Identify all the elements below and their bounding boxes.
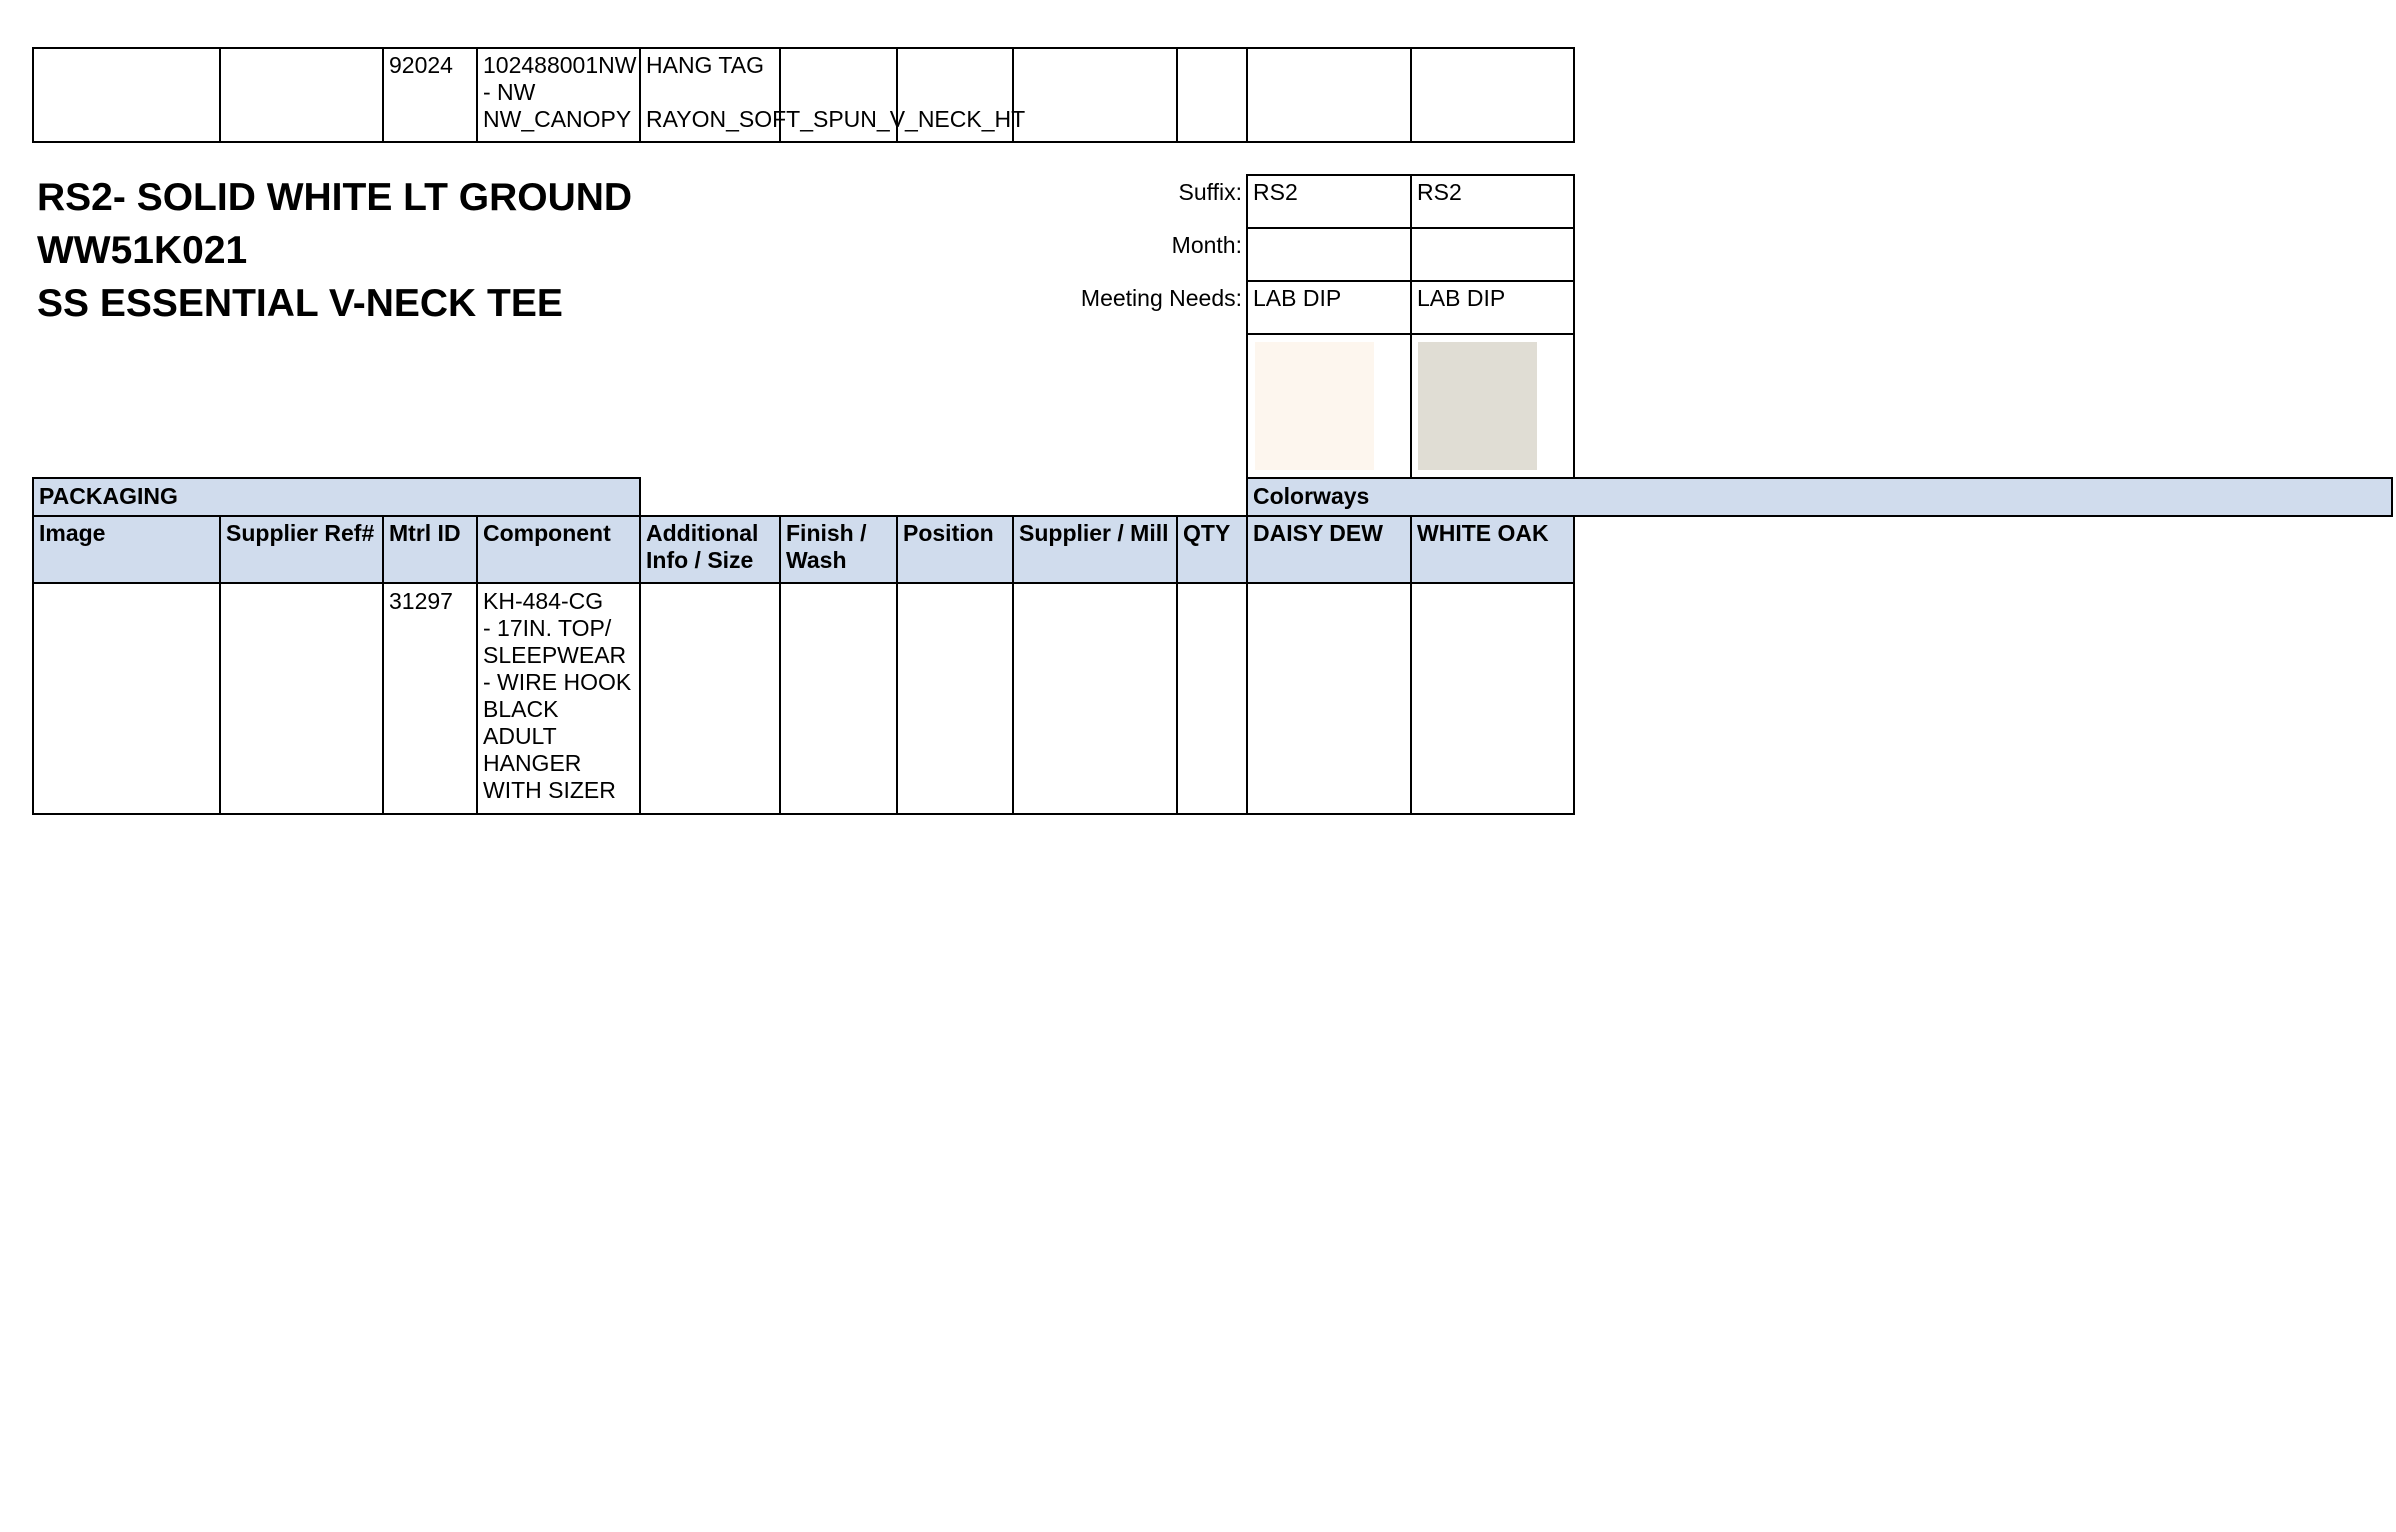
- col-qty: QTY: [1176, 515, 1248, 584]
- suffix-label: Suffix:: [1178, 179, 1242, 205]
- packaging-section-label: PACKAGING: [32, 477, 641, 517]
- row-additional-info-cell: [639, 582, 781, 815]
- top-supplier-ref-cell: [219, 47, 384, 143]
- row-component-cell: KH-484-CG - 17IN. TOP/ SLEEPWEAR - WIRE HOOK BLACK ADULT HANGER WITH SIZER: [476, 582, 641, 815]
- top-image-cell: [32, 47, 221, 143]
- page-title-line-1: RS2- SOLID WHITE LT GROUND: [37, 176, 633, 219]
- row-position-cell: [896, 582, 1014, 815]
- col-mtrl-id: Mtrl ID: [382, 515, 478, 584]
- row-supplier-ref-cell: [219, 582, 384, 815]
- meeting-value-daisy-dew: LAB DIP: [1246, 280, 1412, 335]
- suffix-value-daisy-dew: RS2: [1246, 174, 1412, 229]
- meeting-needs-label: Meeting Needs:: [1080, 285, 1242, 311]
- top-daisy-dew-cell: [1246, 47, 1412, 143]
- top-finish-wash-cell: [779, 47, 898, 143]
- col-component: Component: [476, 515, 641, 584]
- row-white-oak-cell: [1410, 582, 1575, 815]
- colorways-section-label: Colorways: [1246, 477, 2393, 517]
- col-additional-info: Additional Info / Size: [639, 515, 781, 584]
- col-daisy-dew: DAISY DEW: [1246, 515, 1412, 584]
- top-qty-cell: [1176, 47, 1248, 143]
- month-value-white-oak: [1410, 227, 1575, 282]
- top-supplier-mill-cell: [1012, 47, 1178, 143]
- col-position: Position: [896, 515, 1014, 584]
- row-daisy-dew-cell: [1246, 582, 1412, 815]
- row-finish-wash-cell: [779, 582, 898, 815]
- month-value-daisy-dew: [1246, 227, 1412, 282]
- col-supplier-ref: Supplier Ref#: [219, 515, 384, 584]
- row-image-cell: [32, 582, 221, 815]
- swatch-daisy-dew: [1255, 342, 1374, 470]
- col-supplier-mill: Supplier / Mill: [1012, 515, 1178, 584]
- meeting-value-white-oak: LAB DIP: [1410, 280, 1575, 335]
- top-position-cell: [896, 47, 1014, 143]
- top-mtrl-id-cell: 92024: [382, 47, 478, 143]
- row-qty-cell: [1176, 582, 1248, 815]
- top-component-cell: 102488001NW - NW NW_CANOPY: [476, 47, 641, 143]
- col-white-oak: WHITE OAK: [1410, 515, 1575, 584]
- col-finish-wash: Finish / Wash: [779, 515, 898, 584]
- row-mtrl-id-cell: 31297: [382, 582, 478, 815]
- row-supplier-mill-cell: [1012, 582, 1178, 815]
- style-description: SS ESSENTIAL V-NECK TEE: [37, 282, 563, 325]
- swatch-white-oak: [1418, 342, 1537, 470]
- col-image: Image: [32, 515, 221, 584]
- style-number: WW51K021: [37, 229, 248, 272]
- suffix-value-white-oak: RS2: [1410, 174, 1575, 229]
- month-label: Month:: [1171, 232, 1242, 258]
- top-additional-info-cell: HANG TAG RAYON_SOFT_SPUN_V_NECK_HT: [639, 47, 781, 143]
- top-white-oak-cell: [1410, 47, 1575, 143]
